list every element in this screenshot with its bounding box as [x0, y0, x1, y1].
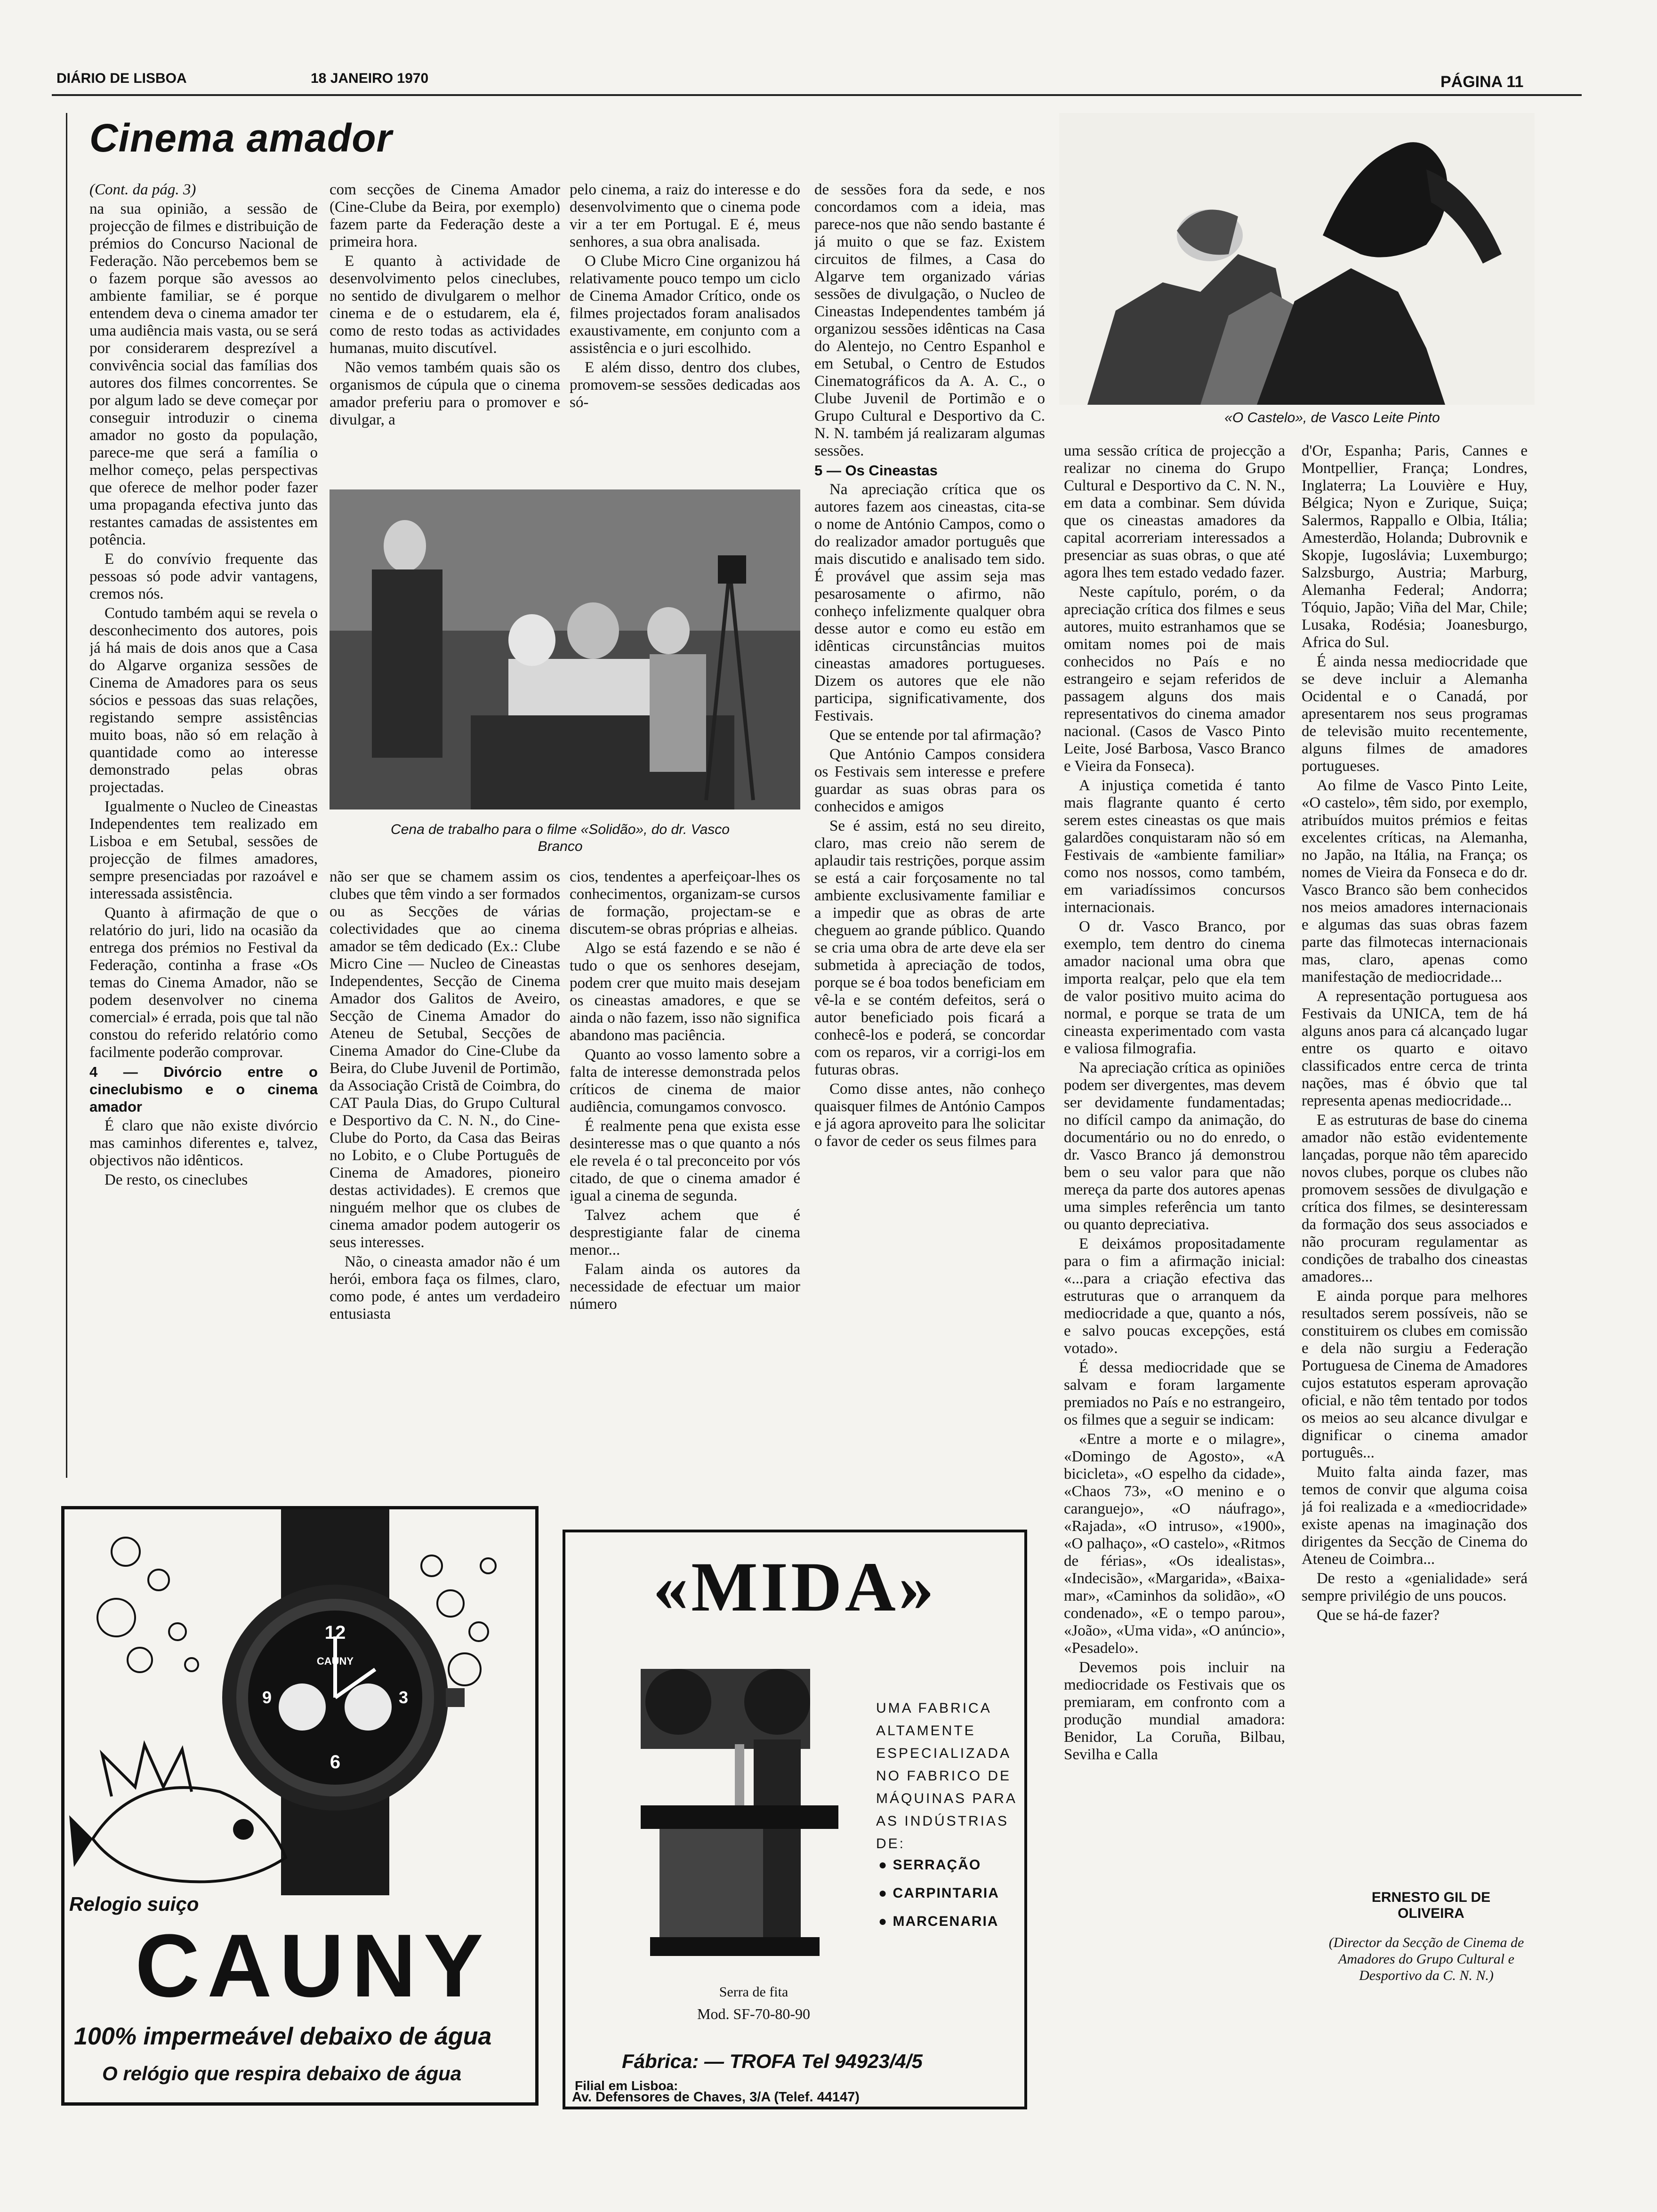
col1-paragraph: E do convívio frequente das pessoas só pode advir vantagens, cremos nós. [89, 551, 318, 602]
col2b-paragraph: não ser que se chamem assim os clubes que têm vindo a ser formados ou as Secções de várias colectividades que ao cinema amador se têm dedicado (Ex.: Clube Micro Cine — Nucleo de Cineastas Independentes, Secção de Cinema Amador dos Galitos de Aveiro, Secção de Cinema Amador do Ateneu de Setubal, Secções de Cinema Amador do Cine-Clube da Beira, do Clube Juvenil de Portimão, da Associação Cristã de Coimbra, do CAT Paula Dias, do Grupo Cultural e Desportivo da C. N. N., do Cine-Clube do Porto, da Casa das Beiras no Lobito, e o Clube Português de Cinema de Amadores, pioneiro destas actividades). E cremos que ninguém melhor que os clubes de cinema amador podem autogerir os seus interesses. [330, 868, 560, 1251]
col3b-paragraph: cios, tendentes a aperfeiçoar-lhes os conhecimentos, organizam-se cursos de formação, projectam-se e discutem-se obras próprias e alheias. [570, 868, 800, 938]
mida-model: Mod. SF-70-80-90 [697, 2005, 810, 2022]
col6-paragraph: E as estruturas de base do cinema amador não estão evidentemente lançadas, porque não têm aparecido novos clubes, porque os clubes não promovem sessões de divulgação e crítica dos filmes, se desinteressam da formação dos seus associados e não procuram regulamentar as condições de trabalho dos cineastas amadores... [1302, 1112, 1528, 1285]
col4-paragraph: de sessões fora da sede, e nos concordamos com a ideia, mas parece-nos que não sendo bastante é já muito o que se faz. Existem circuitos de filmes, a Casa do Algarve tem organizado várias sessões de divulgação, o Nucleo de Cineastas Independentes também já organizou sessões idênticas na Casa do Alentejo, no Centro Espanhol e em Setubal, o Centro de Estudos Cinematográficos da A. A. C., o Clube Juvenil de Portimão e o Grupo Cultural e Desportivo da C. N. N. também já realizaram algumas sessões. [814, 181, 1045, 459]
col6-paragraph: Que se há-de fazer? [1317, 1607, 1440, 1624]
page-number: PÁGINA 11 [1440, 73, 1524, 91]
svg-text:9: 9 [262, 1688, 272, 1707]
author-name: ERNESTO GIL DE OLIVEIRA [1371, 1890, 1491, 1921]
issue-date: 18 JANEIRO 1970 [311, 71, 429, 86]
col4-paragraph: Se é assim, está no seu direito, claro, mas creio não serem de aplaudir tais restrições, porque assim se está a cair forçosamente no tal ambiente exclusivamente familiar e a impedir que as obras de arte cheguem ao grande público. Quando se cria uma obra de arte deve ela ser submetida à apreciação de todos, porque se é boa todos beneficiam em vê-la e se contém defeitos, será o autor beneficiado pois ficará a conhecê-los e poderá, se concordar com os reparos, vir a corrigi-los em futuras obras. [814, 817, 1045, 1078]
mida-industry-2-label: CARPINTARIA [893, 1885, 999, 1901]
col5-paragraph: O dr. Vasco Branco, por exemplo, tem dentro do cinema amador nacional uma obra que importa realçar, pelo que ela tem de valor positivo muito acima do normal, e porque se trata de um cineasta experimentado com vasta e valiosa filmografia. [1064, 918, 1285, 1057]
mida-product: Serra de fita [719, 1984, 788, 2000]
col4-paragraph: Que se entende por tal afirmação? [829, 727, 1041, 744]
svg-text:12: 12 [324, 1622, 346, 1643]
col4-paragraph: Como disse antes, não conheço quaisquer filmes de António Campos e já agora aproveito para lhe solicitar o favor de ceder os seus filmes para [814, 1081, 1045, 1150]
col4-paragraph: Que António Campos considera os Festivais sem interesse e prefere guardar as suas obras para os conhecidos e amigos [814, 746, 1045, 815]
mida-industry-3-label: MARCENARIA [893, 1914, 999, 1929]
mida-industry-1-label: SERRAÇÃO [893, 1857, 981, 1873]
mida-description: UMA FABRICA ALTAMENTE ESPECIALIZADA NO FABRICO DE MÁQUINAS PARA AS INDÚSTRIAS DE: [876, 1700, 1017, 1851]
col5-paragraph: A injustiça cometida é tanto mais flagrante quanto é certo serem estes cineastas os que mais galardões conquistaram não só em Festivais de «ambiente familiar» como nos nossos, como também, em variadíssimos concursos internacionais. [1064, 777, 1285, 916]
bandsaw-illustration [622, 1650, 848, 1980]
mida-branch-address: Av. Defensores de Chaves, 3/A (Telef. 44147) [572, 2090, 860, 2105]
col2a-paragraph: Não vemos também quais são os organismos de cúpula que o cinema amador preferiu para o promover e divulgar, a [330, 359, 560, 428]
col3b-paragraph: Quanto ao vosso lamento sobre a falta de interesse demonstrada pelos críticos de cinema de maior audiência, comungamos convosco. [570, 1046, 800, 1115]
col3b-paragraph: Algo se está fazendo e se não é tudo o que os senhores desejam, podem crer que muito mais desejam os cineastas amadores, e que se ainda o não fazem, isso não significa abandono mas paciência. [570, 940, 800, 1044]
cauny-slogan: O relógio que respira debaixo de água [102, 2062, 462, 2084]
col4-paragraph: 5 — Os Cineastas [814, 462, 938, 479]
mida-industry-1: ● SERRAÇÃO [878, 1857, 981, 1873]
svg-text:6: 6 [330, 1752, 341, 1772]
article-title: Cinema amador [89, 116, 393, 160]
mida-branch-label: Filial em Lisboa: [575, 2078, 678, 2093]
col3b-paragraph: É realmente pena que exista esse desinteresse mas o que quanto a nós ele revela é o tal preconceito por vós citado, de que o cinema amador é igual a cinema de segunda. [570, 1118, 800, 1204]
col6-paragraph: É ainda nessa mediocridade que se deve incluir a Alemanha Ocidental e o Canadá, por apresentarem nos seus programas de televisão muito recentemente, alguns filmes de amadores portugueses. [1302, 653, 1528, 775]
header-rule [52, 94, 1582, 96]
col6-paragraph: Ao filme de Vasco Pinto Leite, «O castelo», têm sido, por exemplo, atribuídos muitos prémios e feitas excelentes críticas, na Alemanha, no Japão, na Itália, na França; os nomes de Vieira da Fonseca e do dr. Vasco Branco são bem conhecidos nos meios amadores internacionais e algumas das suas obras fazem parte das filmotecas internacionais mas, claro, apenas como manifestação de mediocridade... [1302, 777, 1528, 986]
film-set-photo [330, 489, 800, 809]
col1-paragraph: De resto, os cineclubes [105, 1171, 248, 1188]
cauny-claim: 100% impermeável debaixo de água [74, 2023, 492, 2050]
film-set-caption: Cena de trabalho para o filme «Solidão», do dr. Vasco Branco [391, 822, 730, 854]
col2a-paragraph: com secções de Cinema Amador (Cine-Clube da Beira, por exemplo) fazem parte da Federação deste a primeira hora. [330, 181, 560, 250]
castle-film-caption: «O Castelo», de Vasco Leite Pinto [1224, 410, 1440, 425]
mida-industry-3: ● MARCENARIA [878, 1914, 999, 1929]
col5-paragraph: Devemos pois incluir na mediocridade os Festivais que os premiaram, em confronto com a produção mundial amadora: Benidor, La Coruña, Bilbau, Sevilha e Calla [1064, 1659, 1285, 1763]
col5-paragraph: E deixámos propositadamente para o fim a afirmação inicial: «...para a criação efectiva das estruturas que o arranquem da mediocridade a que, quanto a nós, e salvo poucas excepções, está votado». [1064, 1235, 1285, 1357]
cauny-dial-brand: CAUNY [316, 1655, 354, 1667]
article-column-1 [89, 181, 318, 1478]
col3a-paragraph: pelo cinema, a raiz do interesse e do desenvolvimento que o cinema pode vir a ter em Portugal. E é, meus senhores, a sua obra analisada. [570, 181, 800, 250]
col1-paragraph: (Cont. da pág. 3) [89, 181, 196, 198]
left-border-rule [66, 113, 67, 1478]
col5-paragraph: É dessa mediocridade que se salvam e foram largamente premiados no País e no estrangeiro, os filmes que a seguir se indicam: [1064, 1359, 1285, 1428]
col6-paragraph: E ainda porque para melhores resultados serem possíveis, não se constituirem os clubes em comissão e dela não surgiu a Federação Portuguesa de Cinema de Amadores cujos estatutos esperam aprovação oficial, e não têm tentado por todos os meios ao seu alcance divulgar e dignificar o cinema amador português... [1302, 1288, 1528, 1461]
cauny-watch-illustration [64, 1509, 535, 1895]
mida-machinery-ad [563, 1530, 1027, 2109]
col5-paragraph: «Entre a morte e o milagre», «Domingo de Agosto», «A bicicleta», «O espelho da cidade», «Chaos 73», «O menino e o caranguejo», «O náufrago», «Rajada», «O intruso», «1900», «O palhaço», «O castelo», «Ritmos de férias», «Os idealistas», «Indecisão», «Margarida», «Baixa-mar», «Caminhos da solidão», «O condenado», «E o tempo parou», «João», «Uma vida», «O anúncio», «Pesadelo». [1064, 1431, 1285, 1657]
col5-paragraph: Neste capítulo, porém, o da apreciação crítica dos filmes e seus autores, muito estranhamos que se omitam nomes poi de mais conhecidos no País e no estrangeiro e sejam referidos de passagem alguns dos mais representativos do cinema amador nacional. (Casos de Vasco Pinto Leite, José Barbosa, Vasco Branco e Vieira da Fonseca). [1064, 584, 1285, 775]
col3a-paragraph: O Clube Micro Cine organizou há relativamente pouco tempo um ciclo de Cinema Amador Crítico, onde os filmes projectados foram analisados exaustivamente, em conjunto com a assistência e o juri escolhido. [570, 253, 800, 357]
cauny-watch-ad [61, 1506, 539, 2106]
col5-paragraph: uma sessão crítica de projecção a realizar no cinema do Grupo Cultural e Desportivo da C. N. N., em data a combinar. Sem dúvida que os cineastas amadores da capital acorreriam interessados a presenciar as suas obras, o que até agora lhes tem estado vedado fazer. [1064, 442, 1285, 581]
mida-brand: «MIDA» [653, 1548, 937, 1626]
col2b-paragraph: Não, o cineasta amador não é um herói, embora faça os filmes, claro, como pode, é antes um verdadeiro entusiasta [330, 1253, 560, 1322]
col2a-paragraph: E quanto à actividade de desenvolvimento pelos cineclubes, no sentido de divulgarem o melhor cinema e de o estudarem, ela é, como de resto todas as actividades humanas, muito discutível. [330, 253, 560, 357]
col1-paragraph: Quanto à afirmação de que o relatório do juri, lido na ocasião da entrega dos prémios no Festival da Federação, continha a frase «Os temas do Cinema Amador, não se podem desenvolver no cinema comercial» é errada, pois que tal não constou do referido relatório como facilmente poderão comprovar. [89, 905, 318, 1061]
col1-paragraph: Igualmente o Nucleo de Cineastas Independentes tem realizado em Lisboa e em Setubal, sessões de projecção de filmes amadores, sempre presenciadas por razoável e interessada assistência. [89, 798, 318, 902]
col6-paragraph: Muito falta ainda fazer, mas temos de convir que alguma coisa já foi realizada e a «mediocridade» existe apenas na imaginação dos dirigentes da Secção de Cinema do Ateneu de Coimbra... [1302, 1464, 1528, 1568]
col6-paragraph: A representação portuguesa aos Festivais da UNICA, tem de há alguns anos para cá alcançado lugar entre os quarto e oitavo classificados entre cerca de trinta nações, mas é óbvio que tal representa apenas mediocridade... [1302, 988, 1528, 1109]
col3a-paragraph: E além disso, dentro dos clubes, promovem-se sessões dedicadas aos só- [570, 359, 800, 411]
col3b-paragraph: Falam ainda os autores da necessidade de efectuar um maior número [570, 1261, 800, 1313]
article-column-2-bottom [330, 868, 560, 1478]
castle-film-photo [1059, 113, 1535, 405]
col4-paragraph: Na apreciação crítica que os autores fazem aos cineastas, cita-se o nome de António Campos, como o do realizador amador português que mais discutido e analisado tem sido. É provável que assim seja mas pesarosamente o afirmo, não conheço infelizmente qualquer obra desse autor e como eu estão em idênticas circunstâncias muitos cineastas amadores portugueses. Dizem os autores que ele não participa, significativamente, dos Festivais. [814, 481, 1045, 724]
newspaper-name: DIÁRIO DE LISBOA [56, 71, 187, 86]
mida-industry-2: ● CARPINTARIA [878, 1885, 999, 1901]
cauny-brand: CAUNY [135, 1916, 491, 2016]
article-column-6 [1302, 442, 1528, 1887]
col5-paragraph: Na apreciação crítica as opiniões podem ser divergentes, mas devem ser devidamente fundamentadas; no difícil campo da animação, do documentário ou no do enredo, o dr. Vasco Branco já demonstrou bem o seu valor para que não mereça da parte dos autores apenas uma simples referência um tanto ou quanto depreciativa. [1064, 1059, 1285, 1233]
article-column-5 [1064, 442, 1285, 2090]
col3b-paragraph: Talvez achem que é desprestigiante falar de cinema menor... [570, 1207, 800, 1258]
mida-factory: Fábrica: — TROFA Tel 94923/4/5 [622, 2050, 923, 2072]
article-column-3-top [570, 181, 800, 482]
col6-paragraph: De resto a «genialidade» será sempre privilégio de uns poucos. [1302, 1570, 1528, 1604]
article-column-3-bottom [570, 868, 800, 1478]
col1-paragraph: 4 — Divórcio entre o cineclubismo e o cinema amador [89, 1064, 318, 1115]
svg-text:3: 3 [398, 1688, 409, 1707]
article-column-4 [814, 181, 1045, 1478]
article-column-2-top [330, 181, 560, 482]
col6-paragraph: d'Or, Espanha; Paris, Cannes e Montpellier, França; Londres, Inglaterra; La Louvière e Huy, Bélgica; Nyon e Zurique, Suiça; Salermos, Rappallo e Olbia, Itália; Amesterdão, Holanda; Dubrovnik e Skopje, Iugoslávia; Luxemburgo; Salzsburgo, Austria; Marburg, Alemanha Federal; Andorra; Tóquio, Japão; Viña del Mar, Chile; Lusaka, Rodésia; Joanesburgo, Africa do Sul. [1302, 442, 1528, 651]
col1-paragraph: Contudo também aqui se revela o desconhecimento dos autores, pois já há mais de dois anos que a Casa do Algarve organiza sessões de Cinema de Amadores para os seus sócios e pessoas das suas relações, registando sempre assistências muito boas, não só em relação à quantidade como ao interesse demonstrado pelas obras projectadas. [89, 605, 318, 796]
cauny-tagline: Relogio suiço [69, 1893, 199, 1915]
col1-paragraph: É claro que não existe divórcio mas caminhos diferentes e, talvez, objectivos não idênticos. [89, 1117, 318, 1169]
col1-paragraph: na sua opinião, a sessão de projecção de filmes e distribuição de prémios do Concurso Nacional de Federação. Não percebemos bem se o fazem porque são avessos ao ambiente familiar, se é porque entendem deva o cinema amador ter uma audiência mais vasta, ou se será por considerarem desprezível a convivência social das famílias dos autores dos filmes concorrentes. Se por algum lado se deve começar por conseguir introduzir o cinema amador no gosto da população, parece-me que será a família o melhor começo, pelas perspectivas que oferece de melhor poder fazer uma propaganda efectiva junto das restantes camadas de assistentes em potência. [89, 200, 318, 548]
author-credit: (Director da Secção de Cinema de Amadores do Grupo Cultural e Desportivo da C. N. N.) [1328, 1935, 1524, 1983]
